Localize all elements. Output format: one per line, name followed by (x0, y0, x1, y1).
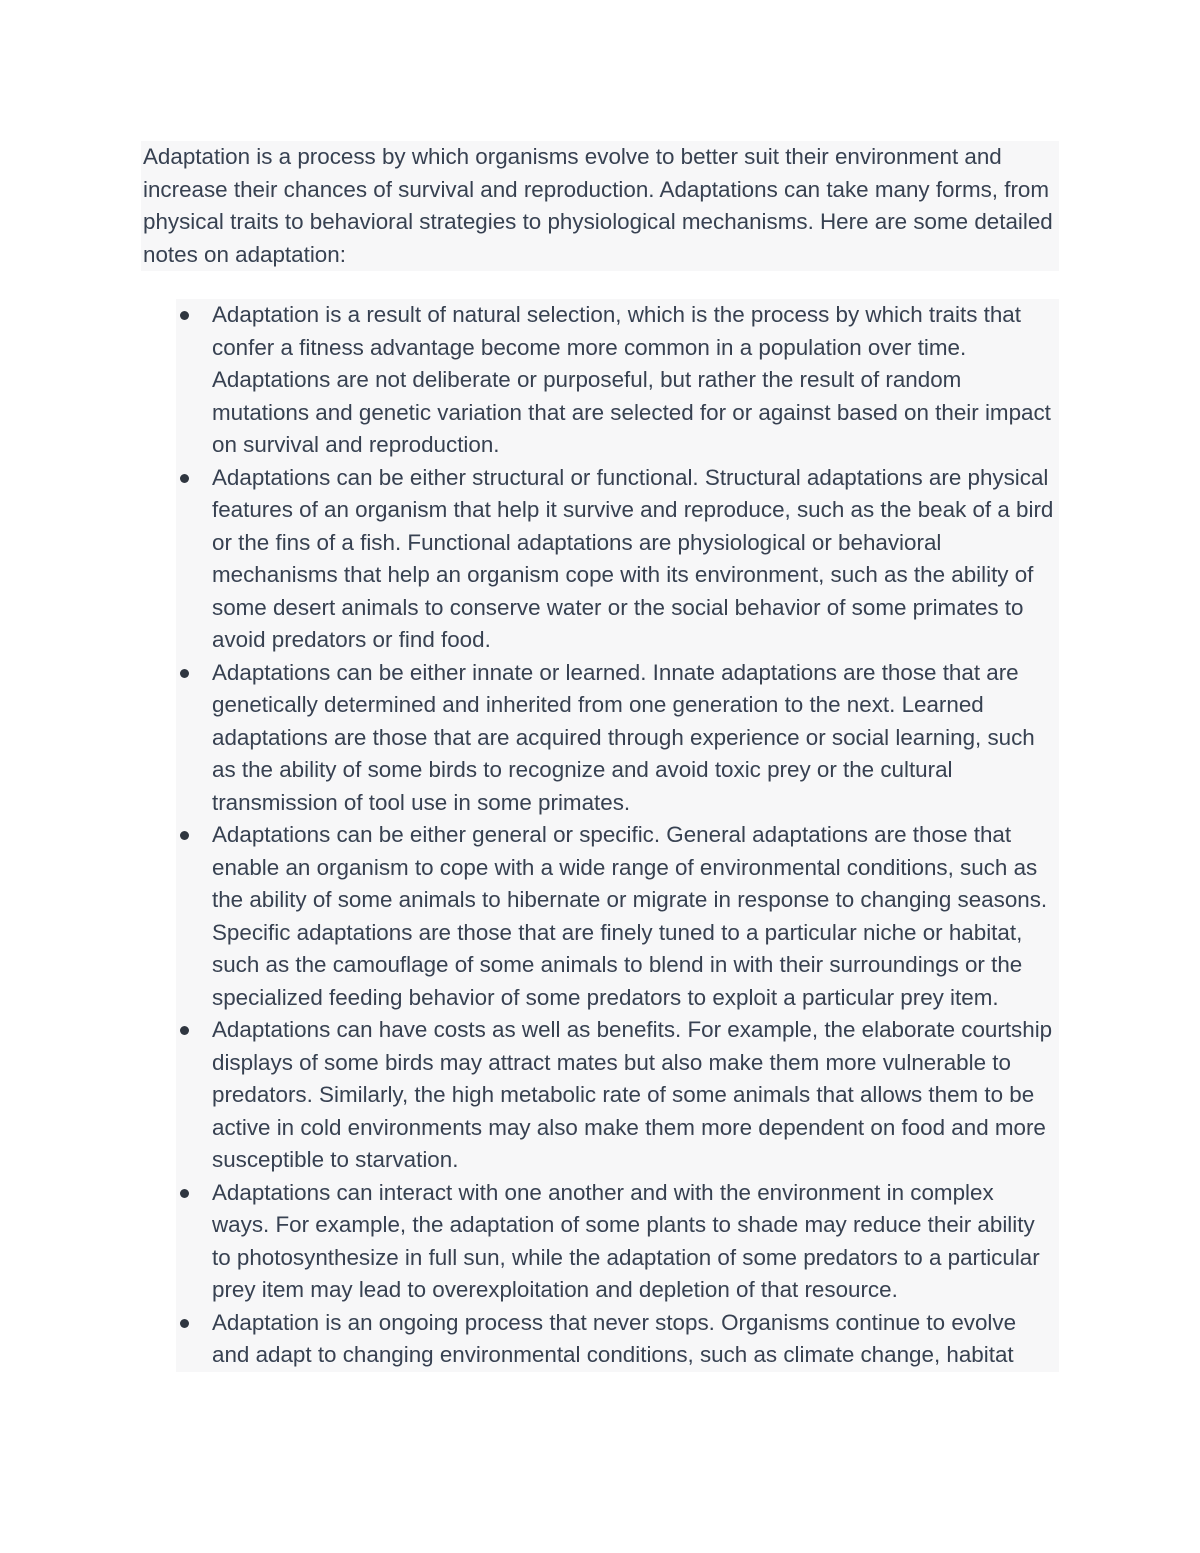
bullet-icon (180, 1189, 189, 1198)
list-item (176, 819, 1059, 1014)
bullet-icon (180, 831, 189, 840)
list-item (176, 1177, 1059, 1307)
list-item-text: Adaptations can have costs as well as benefits. For example, the elaborate courtship displays of some birds may attract mates but also make them more vulnerable to predators. Similarly, the high metabolic rate of some animals that allows them to be active in cold environments may also make them more dependent on food and more susceptible to starvation. (212, 1017, 1053, 1172)
list-item (176, 299, 1059, 462)
list-item-text: Adaptation is a result of natural selection, which is the process by which traits that confer a fitness advantage become more common in a population over time. Adaptations are not deliberate or purposeful, but rather the result of random mutations and genetic variation that are selected for or against based on their impact on survival and reproduction. (212, 302, 1051, 457)
bullet-icon (180, 669, 189, 678)
list-item (176, 462, 1059, 657)
adaptation-notes-list (176, 299, 1059, 1372)
intro-paragraph: Adaptation is a process by which organisms evolve to better suit their environment and increase their chances of survival and reproduction. Adaptations can take many forms, from physical traits to behavioral strategies to physiological mechanisms. Here are some detailed notes on adaptation: (143, 144, 1053, 267)
list-item-text: Adaptations can be either structural or functional. Structural adaptations are physical features of an organism that help it survive and reproduce, such as the beak of a bird or the fins of a fish. Functional adaptations are physiological or behavioral mechanisms that help an organism cope with its environment, such as the ability of some desert animals to conserve water or the social behavior of some primates to avoid predators or find food. (212, 464, 1054, 652)
list-item (176, 1307, 1059, 1372)
list-item-text: Adaptations can be either general or specific. General adaptations are those that enable an organism to cope with a wide range of environmental conditions, such as the ability of some animals to hibernate or migrate in response to changing seasons. Specific adaptations are those that are finely tuned to a particular niche or habitat, such as the camouflage of some animals to blend in with their surroundings or the specialized feeding behavior of some predators to exploit a particular prey item. (212, 822, 1048, 1010)
bullet-icon (180, 474, 189, 483)
list-item (176, 657, 1059, 820)
intro-paragraph-block (141, 141, 1059, 271)
list-item-text: Adaptation is an ongoing process that never stops. Organisms continue to evolve and adapt to changing environmental conditions, such as climate change, habitat (212, 1309, 1017, 1367)
list-item-text: Adaptations can interact with one another and with the environment in complex ways. For example, the adaptation of some plants to shade may reduce their ability to photosynthesize in full sun, while the adaptation of some predators to a particular prey item may lead to overexploitation and depletion of that resource. (212, 1179, 1040, 1302)
bullet-icon (180, 1319, 189, 1328)
bullet-icon (180, 1026, 189, 1035)
list-item-text: Adaptations can be either innate or learned. Innate adaptations are those that are genetically determined and inherited from one generation to the next. Learned adaptations are those that are acquired through experience or social learning, such as the ability of some birds to recognize and avoid toxic prey or the cultural transmission of tool use in some primates. (212, 659, 1035, 815)
bullet-icon (180, 311, 189, 320)
list-item (176, 1014, 1059, 1177)
